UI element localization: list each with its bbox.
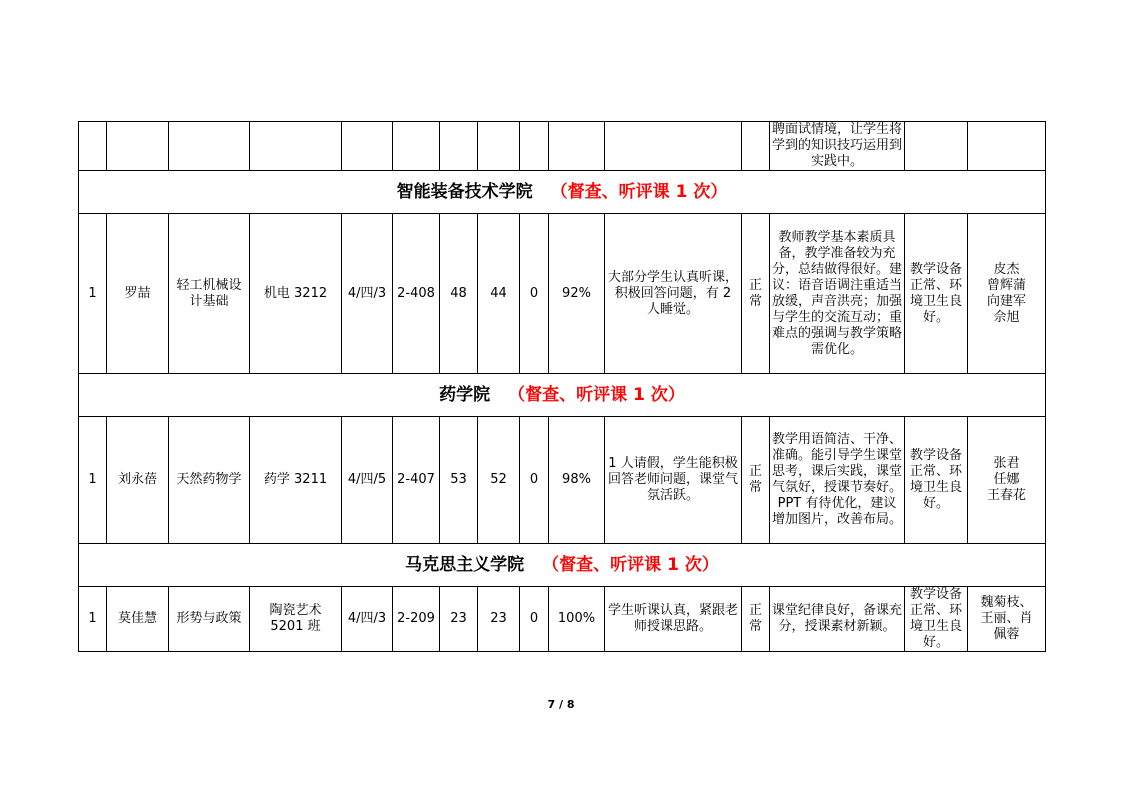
table-row — [79, 122, 1046, 171]
attendance-rate: 92% — [549, 214, 605, 374]
classroom: 2-408 — [393, 214, 440, 374]
order-status: 正常 — [742, 587, 770, 652]
table-row — [79, 214, 1046, 374]
attendance-rate: 100% — [549, 587, 605, 652]
inspector-line: 王春花 — [986, 488, 1026, 503]
class-name: 药学 3211 — [250, 417, 342, 544]
section-title: 马克思主义学院 — [405, 555, 525, 575]
inspectors-cell — [968, 587, 1046, 652]
class-time: 4/四/5 — [342, 417, 393, 544]
inspectors-cell — [968, 417, 1046, 544]
evaluation-cell: 教师教学基本素质具备，教学准备较为充分，总结做得很好。建议：语音语调注重适当放缓，声音洪亮；加强与学生的交流互动；重难点的强调与教学策略需优化。 — [770, 214, 905, 374]
row-number: 1 — [79, 417, 107, 544]
inspector-line: 曾辉蒲 — [986, 277, 1026, 293]
inspector-line: 张君 — [993, 456, 1020, 471]
inspector-line: 王丽、肖 — [980, 611, 1033, 626]
table-row — [79, 417, 1046, 544]
course-name: 轻工机械设计基础 — [169, 214, 250, 374]
evaluation-cell: 聘面试情境，让学生将学到的知识技巧运用到实践中。 — [770, 122, 905, 171]
classroom: 2-209 — [393, 587, 440, 652]
section-note: （督查、听评课 1 次） — [550, 182, 728, 202]
course-name: 天然药物学 — [169, 417, 250, 544]
teacher-name: 莫佳慧 — [107, 587, 169, 652]
expected-count: 23 — [440, 587, 478, 652]
attendance-note: 大部分学生认真听课，积极回答问题，有 2 人睡觉。 — [605, 214, 742, 374]
class-time: 4/四/3 — [342, 587, 393, 652]
inspector-line: 佩蓉 — [993, 627, 1020, 642]
absent-count: 0 — [520, 214, 549, 374]
class-name: 陶瓷艺术 5201 班 — [250, 587, 342, 652]
environment-cell: 教学设备正常、环境卫生良好。 — [905, 214, 968, 374]
section-header — [79, 544, 1046, 587]
class-time: 4/四/3 — [342, 214, 393, 374]
row-number: 1 — [79, 214, 107, 374]
actual-count: 52 — [478, 417, 520, 544]
environment-cell: 教学设备正常、环境卫生良好。 — [905, 587, 968, 652]
teacher-name: 罗喆 — [107, 214, 169, 374]
environment-cell: 教学设备正常、环境卫生良好。 — [905, 417, 968, 544]
expected-count: 48 — [440, 214, 478, 374]
evaluation-cell: 教学用语简洁、干净、准确。能引导学生课堂思考，课后实践，课堂气氛好，授课节奏好。PPT 有待优化，建议增加图片，改善布局。 — [770, 417, 905, 544]
attendance-rate: 98% — [549, 417, 605, 544]
actual-count: 44 — [478, 214, 520, 374]
section-header — [79, 171, 1046, 214]
absent-count: 0 — [520, 587, 549, 652]
inspectors-cell — [968, 214, 1046, 374]
section-title: 智能装备技术学院 — [396, 182, 533, 202]
class-name: 机电 3212 — [250, 214, 342, 374]
inspector-line: 佘旭 — [993, 309, 1020, 325]
row-number: 1 — [79, 587, 107, 652]
actual-count: 23 — [478, 587, 520, 652]
section-note: （督查、听评课 1 次） — [508, 385, 685, 405]
attendance-note: 学生听课认真，紧跟老师授课思路。 — [605, 587, 742, 652]
evaluation-cell: 课堂纪律良好，备课充分，授课素材新颖。 — [770, 587, 905, 652]
inspector-line: 魏菊枝、 — [980, 595, 1033, 610]
section-note: （督查、听评课 1 次） — [542, 555, 719, 575]
teacher-name: 刘永蓓 — [107, 417, 169, 544]
classroom: 2-407 — [393, 417, 440, 544]
expected-count: 53 — [440, 417, 478, 544]
inspector-line: 向建军 — [986, 293, 1026, 309]
course-name: 形势与政策 — [169, 587, 250, 652]
order-status: 正常 — [742, 214, 770, 374]
attendance-note: 1 人请假，学生能积极回答老师问题，课堂气氛活跃。 — [605, 417, 742, 544]
page-number: 7 / 8 — [547, 698, 575, 711]
absent-count: 0 — [520, 417, 549, 544]
inspection-table — [78, 121, 1046, 652]
order-status: 正常 — [742, 417, 770, 544]
table-row — [79, 587, 1046, 652]
section-title: 药学院 — [439, 385, 491, 405]
inspector-line: 任娜 — [993, 472, 1020, 487]
inspector-line: 皮杰 — [993, 261, 1020, 277]
section-header — [79, 374, 1046, 417]
